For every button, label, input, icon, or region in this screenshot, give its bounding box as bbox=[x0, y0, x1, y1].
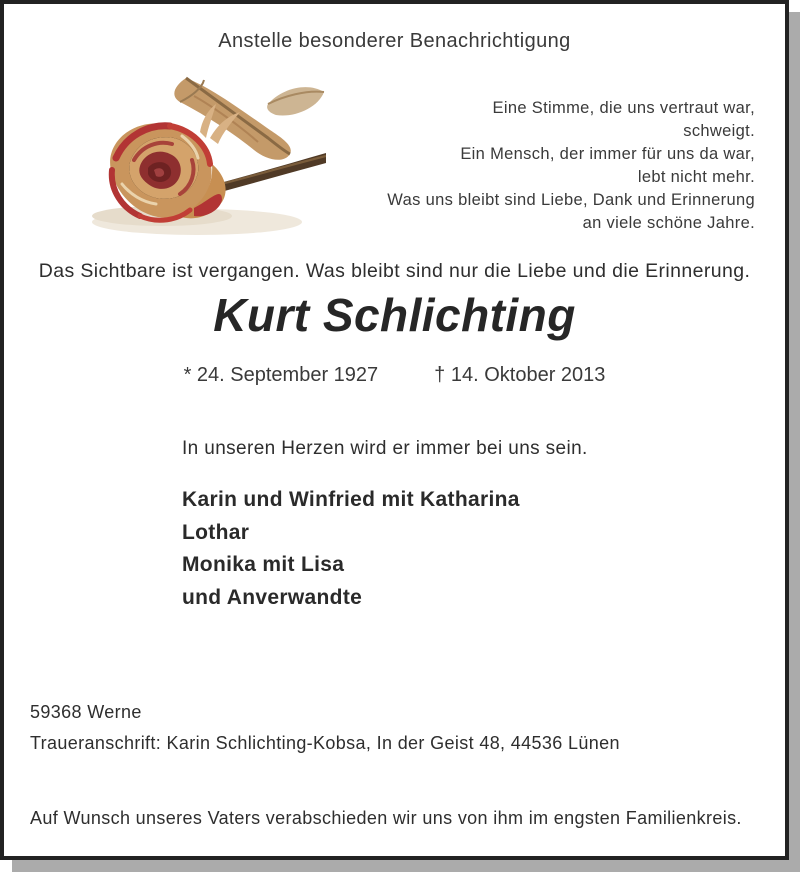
epigraph-line: Das Sichtbare ist vergangen. Was bleibt sind nur die Liebe und die Erinnerung. bbox=[38, 260, 751, 282]
poem-line: an viele schöne Jahre. bbox=[582, 214, 755, 232]
death-date: † 14. Oktober 2013 bbox=[434, 364, 606, 386]
deceased-name: Kurt Schlichting bbox=[213, 289, 576, 341]
mourners-list bbox=[182, 484, 520, 614]
dried-rose-illustration bbox=[82, 66, 326, 240]
poem-line: Eine Stimme, die uns vertraut war, bbox=[492, 99, 755, 117]
tribute-line: In unseren Herzen wird er immer bei uns sein. bbox=[182, 438, 588, 459]
memorial-poem bbox=[387, 97, 755, 235]
mourner-line: Karin und Winfried mit Katharina bbox=[182, 488, 520, 511]
mourner-line: und Anverwandte bbox=[182, 585, 363, 609]
mourner-line: Monika mit Lisa bbox=[182, 553, 345, 576]
city-line: 59368 Werne bbox=[30, 702, 142, 722]
mourner-line: Lothar bbox=[182, 520, 250, 544]
birth-date: * 24. September 1927 bbox=[183, 364, 379, 386]
condolence-address-line: Traueranschrift: Karin Schlichting-Kobsa, In der Geist 48, 44536 Lünen bbox=[30, 733, 620, 753]
poem-line: schweigt. bbox=[683, 122, 755, 140]
life-dates bbox=[4, 364, 785, 387]
poem-line: Ein Mensch, der immer für uns da war, bbox=[460, 145, 755, 163]
dried-rose-photo-image bbox=[82, 66, 326, 240]
private-farewell-note: Auf Wunsch unseres Vaters verabschieden wir uns von ihm im engsten Familienkreis. bbox=[30, 808, 742, 828]
poem-line: lebt nicht mehr. bbox=[637, 168, 755, 186]
poem-line: Was uns bleibt sind Liebe, Dank und Erinnerung bbox=[387, 191, 755, 209]
header-line: Anstelle besonderer Benachrichtigung bbox=[218, 30, 571, 52]
